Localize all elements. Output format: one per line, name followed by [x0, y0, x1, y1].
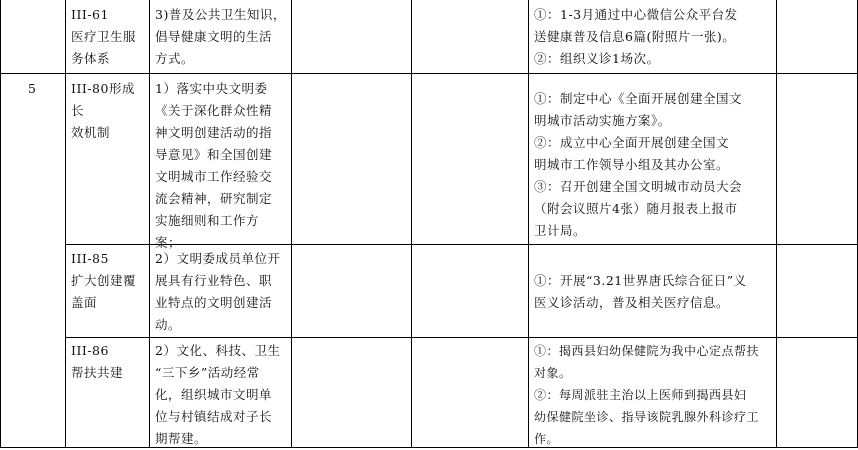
grid-line [411, 0, 412, 448]
grid-line [65, 0, 66, 448]
grid-line [149, 0, 150, 448]
row-number: 5 [28, 81, 37, 96]
row-code: III-85 扩大创建覆 盖面 [71, 251, 137, 310]
row-code: III-61 医疗卫生服 务体系 [71, 7, 137, 66]
row-task: 2）文明委成员单位开 展具有行业特色、职 业特点的文明创建活 动。 [155, 251, 281, 332]
row-result: ①：开展“3.21世界唐氏综合征日”义 医义诊活动，普及相关医疗信息。 [534, 273, 747, 310]
row-task: 2）文化、科技、卫生 “三下乡”活动经常 化，组织城市文明单 位与村镇结成对子长 期帮建。 [155, 343, 281, 446]
row-result: ①：1-3月通过中心微信公众平台发 送健康普及信息6篇(附照片一张)。 ②：组织义诊1场次。 [534, 7, 738, 66]
grid-line [528, 0, 529, 448]
row-code: III-80形成长 效机制 [71, 81, 135, 140]
row-result: ①：制定中心《全面开展创建全国文 明城市活动实施方案》。 ②：成立中心全面开展创建全国文 明城市工作领导小组及其办公室。 ③：召开创建全国文明城市动员大会 （附会议照片4张）随月报表上报市 卫计局。 [534, 91, 743, 238]
row-result: ①：揭西县妇幼保健院为我中心定点帮扶 对象。 ②：每周派驻主治以上医师到揭西县妇 幼保健院坐诊、指导该院乳腺外科诊疗工 作。 [534, 344, 760, 446]
row-task: 1）落实中央文明委 《关于深化群众性精 神文明创建活动的指 导意见》和全国创建 文明城市工作经验交 流会精神，研究制定 实施细则和工作方 案； [155, 81, 273, 250]
grid-line [0, 0, 1, 448]
row-code: III-86 帮扶共建 [71, 343, 124, 380]
row-task: 3)普及公共卫生知识， 倡导健康文明的生活 方式。 [155, 7, 286, 66]
grid-line [291, 0, 292, 448]
grid-line [776, 0, 777, 448]
grid-line [65, 337, 858, 338]
grid-line [0, 73, 858, 74]
